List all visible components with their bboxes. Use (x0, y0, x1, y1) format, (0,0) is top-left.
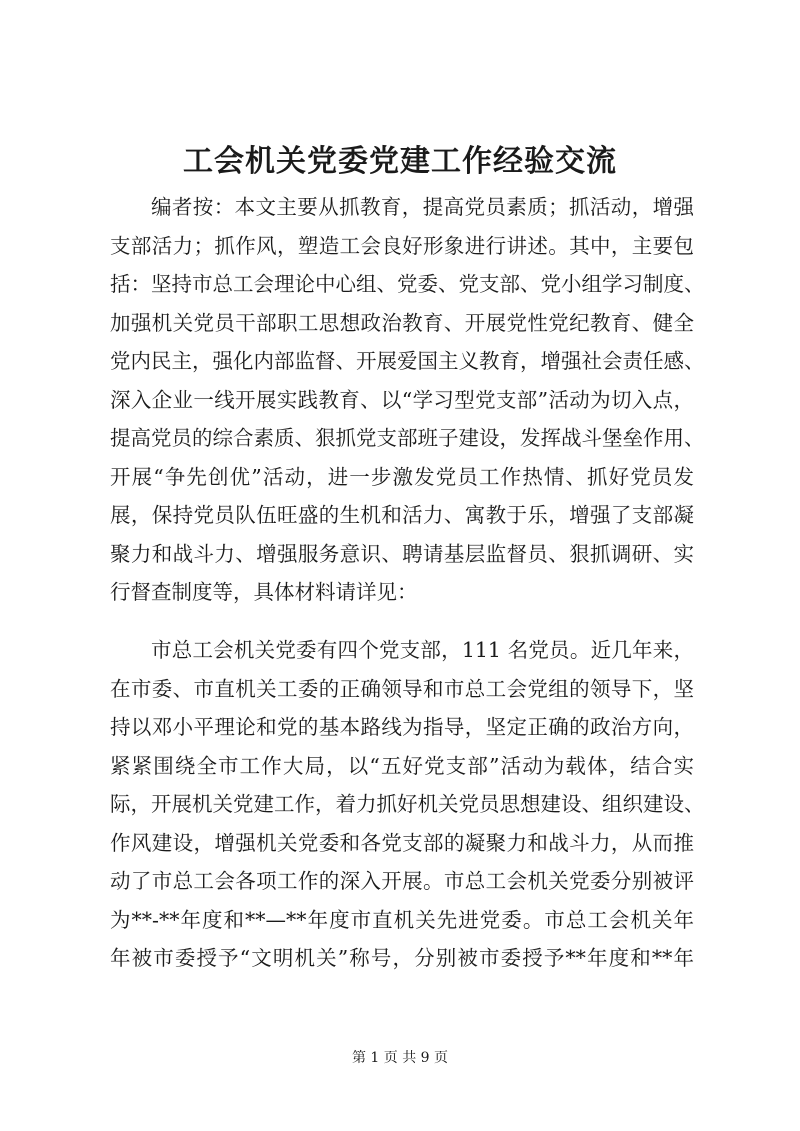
text-line: 深入企业一线开展实践教育、以“学习型党支部”活动为切入点， (110, 387, 694, 412)
document-title: 工会机关党委党建工作经验交流 (183, 144, 617, 179)
text-line: 党内民主，强化内部监督、开展爱国主义教育，增强社会责任感、 (110, 349, 705, 373)
text-line: 作风建设，增强机关党委和各党支部的凝聚力和战斗力，从而推 (110, 830, 694, 855)
text-line: 聚力和战斗力、增强服务意识、聘请基层监督员、狠抓调研、实 (110, 541, 694, 566)
paragraph-main (110, 631, 705, 978)
text-line: 括：坚持市总工会理论中心组、党委、党支部、党小组学习制度、 (110, 272, 705, 296)
text-line: 加强机关党员干部职工思想政治教育、开展党性党纪教育、健全 (110, 310, 694, 335)
text-line: 持以邓小平理论和党的基本路线为指导，坚定正确的政治方向， (110, 715, 694, 739)
page-indicator: 第 1 页 共 9 页 (351, 1050, 449, 1066)
paragraph-editor-note (110, 188, 705, 612)
text-line: 编者按：本文主要从抓教育，提高党员素质；抓活动，增强 (151, 195, 694, 219)
text-line: 为**-**年度和**—**年度市直机关先进党委。市总工会机关年 (110, 907, 694, 932)
text-line: 开展“争先创优”活动，进一步激发党员工作热情、抓好党员发 (110, 464, 694, 489)
text-line: 在市委、市直机关工委的正确领导和市总工会党组的领导下，坚 (110, 676, 694, 701)
text-line: 动了市总工会各项工作的深入开展。市总工会机关党委分别被评 (110, 869, 694, 893)
text-line: 市总工会机关党委有四个党支部，111 名党员。近几年来， (151, 638, 694, 662)
text-line: 支部活力；抓作风，塑造工会良好形象进行讲述。其中，主要包 (110, 233, 694, 258)
text-line: 行督查制度等，具体材料请详见： (110, 580, 418, 604)
text-line: 紧紧围绕全市工作大局，以“五好党支部”活动为载体，结合实 (110, 753, 694, 778)
text-line: 年被市委授予“文明机关”称号，分别被市委授予**年度和**年 (110, 946, 694, 970)
text-line: 提高党员的综合素质、狠抓党支部班子建设，发挥战斗堡垒作用、 (110, 426, 705, 450)
text-line: 际，开展机关党建工作，着力抓好机关党员思想建设、组织建设、 (110, 792, 705, 816)
text-line: 展，保持党员队伍旺盛的生机和活力、寓教于乐，增强了支部凝 (110, 503, 694, 527)
